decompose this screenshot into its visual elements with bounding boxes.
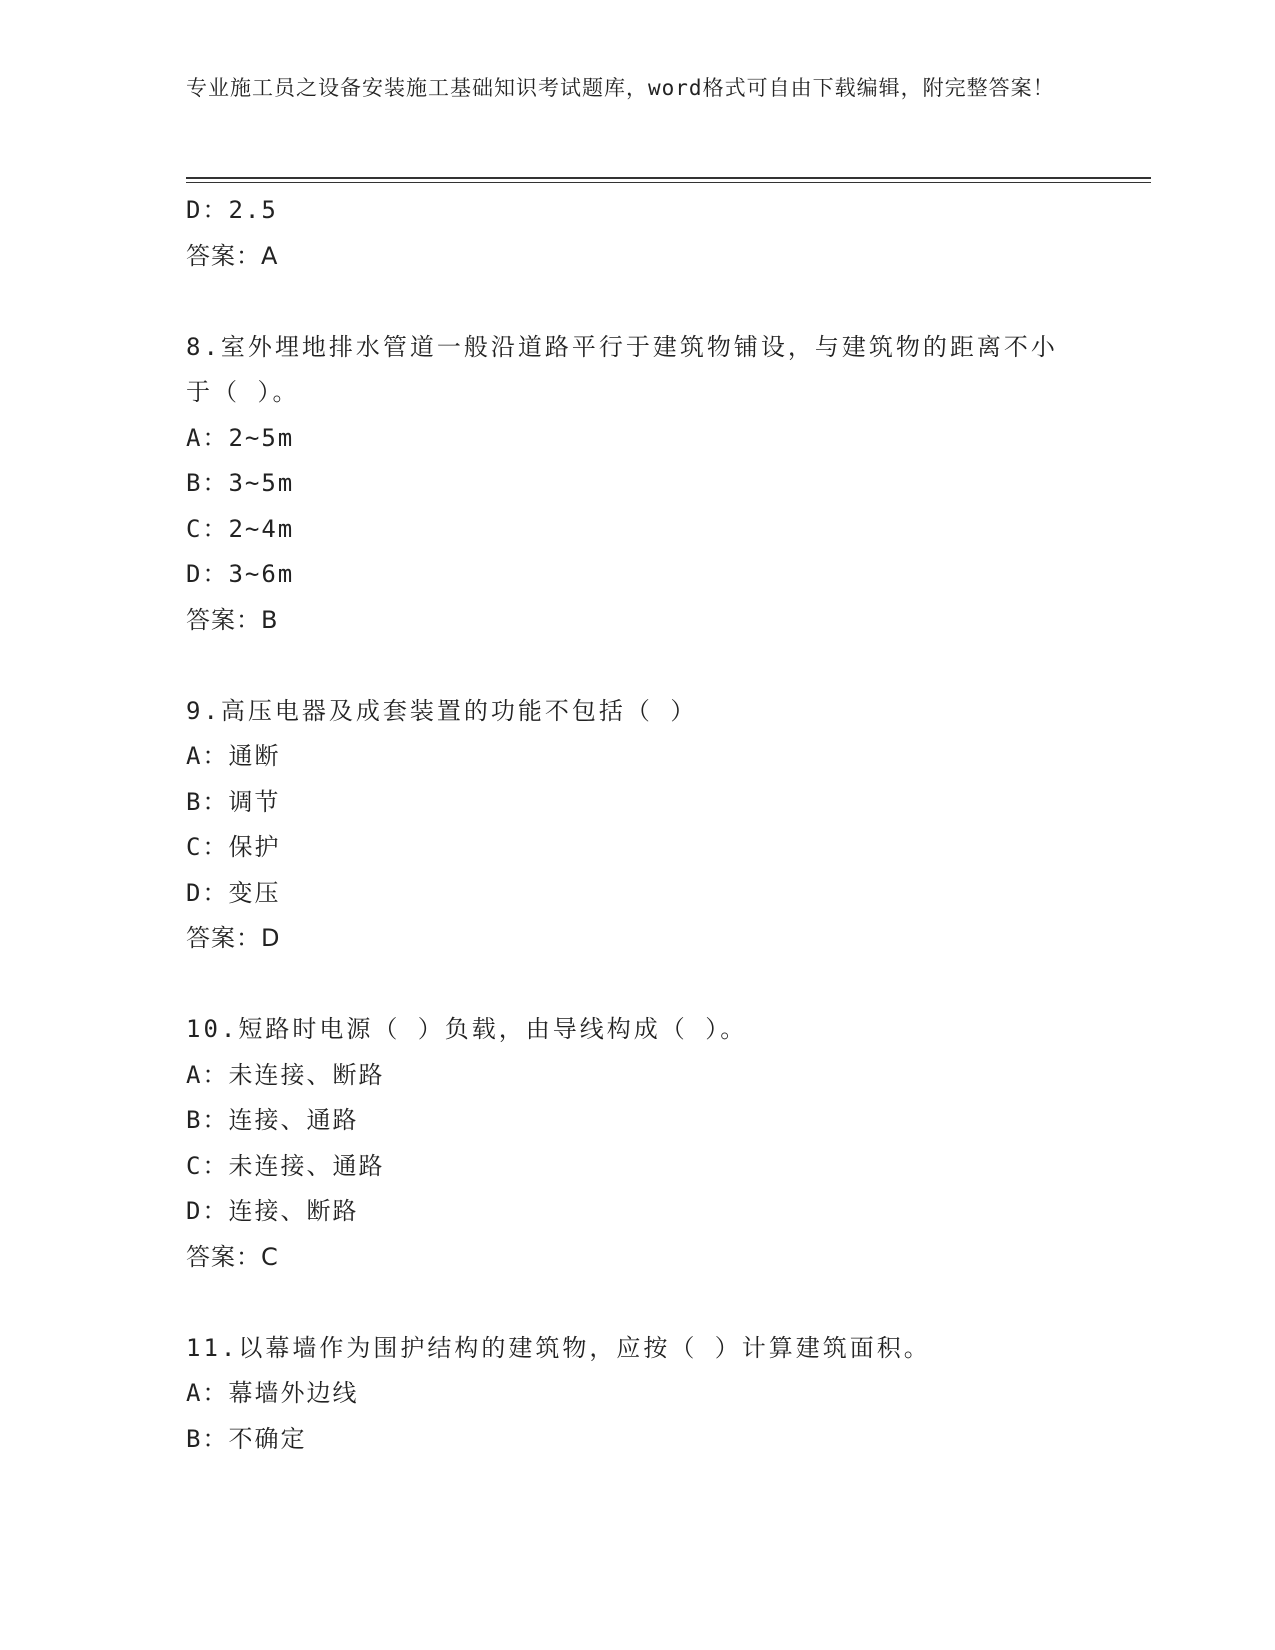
spacer: [186, 279, 1146, 325]
option-a: A：未连接、断路: [186, 1060, 385, 1089]
answer: 答案：A: [186, 241, 279, 270]
spacer: [186, 962, 1146, 1008]
question-10: [186, 1007, 1146, 1280]
option-c: C：未连接、通路: [186, 1151, 385, 1180]
spacer: [186, 1280, 1146, 1326]
option-b: B：不确定: [186, 1424, 307, 1453]
document-body: [186, 188, 1146, 1462]
question-11: [186, 1326, 1146, 1463]
question-stem: 9.高压电器及成套装置的功能不包括（ ）: [186, 696, 698, 725]
question-stem: 10.短路时电源（ ）负载，由导线构成（ ）。: [186, 1015, 748, 1043]
option-c: C：保护: [186, 833, 281, 861]
option-d: D：连接、断路: [186, 1197, 359, 1225]
option-b: B：连接、通路: [186, 1106, 359, 1134]
question-9: [186, 689, 1146, 962]
option-a: A：通断: [186, 742, 281, 770]
page-header: 专业施工员之设备安装施工基础知识考试题库，word格式可自由下载编辑，附完整答案！: [186, 76, 1055, 100]
question-8: [186, 325, 1146, 644]
option-a: A：幕墙外边线: [186, 1379, 359, 1407]
option-d: D：变压: [186, 878, 281, 907]
option-a: A：2~5m: [186, 423, 295, 452]
answer: 答案：D: [186, 924, 281, 952]
answer: 答案：C: [186, 1242, 279, 1271]
spacer: [186, 643, 1146, 689]
option-d: D：2.5: [186, 196, 278, 224]
answer: 答案：B: [186, 605, 279, 634]
question-stem: 11.以幕墙作为围护结构的建筑物，应按（ ）计算建筑面积。: [186, 1333, 931, 1362]
header-rule-thick: [186, 177, 1151, 179]
option-d: D：3~6m: [186, 560, 295, 588]
question-stem: 8.室外埋地排水管道一般沿道路平行于建筑物铺设，与建筑物的距离不小于（ ）。: [186, 332, 1058, 406]
header-rule-thin: [186, 182, 1151, 183]
option-b: B：3~5m: [186, 469, 295, 497]
option-c: C：2~4m: [186, 514, 295, 543]
option-b: B：调节: [186, 787, 281, 816]
